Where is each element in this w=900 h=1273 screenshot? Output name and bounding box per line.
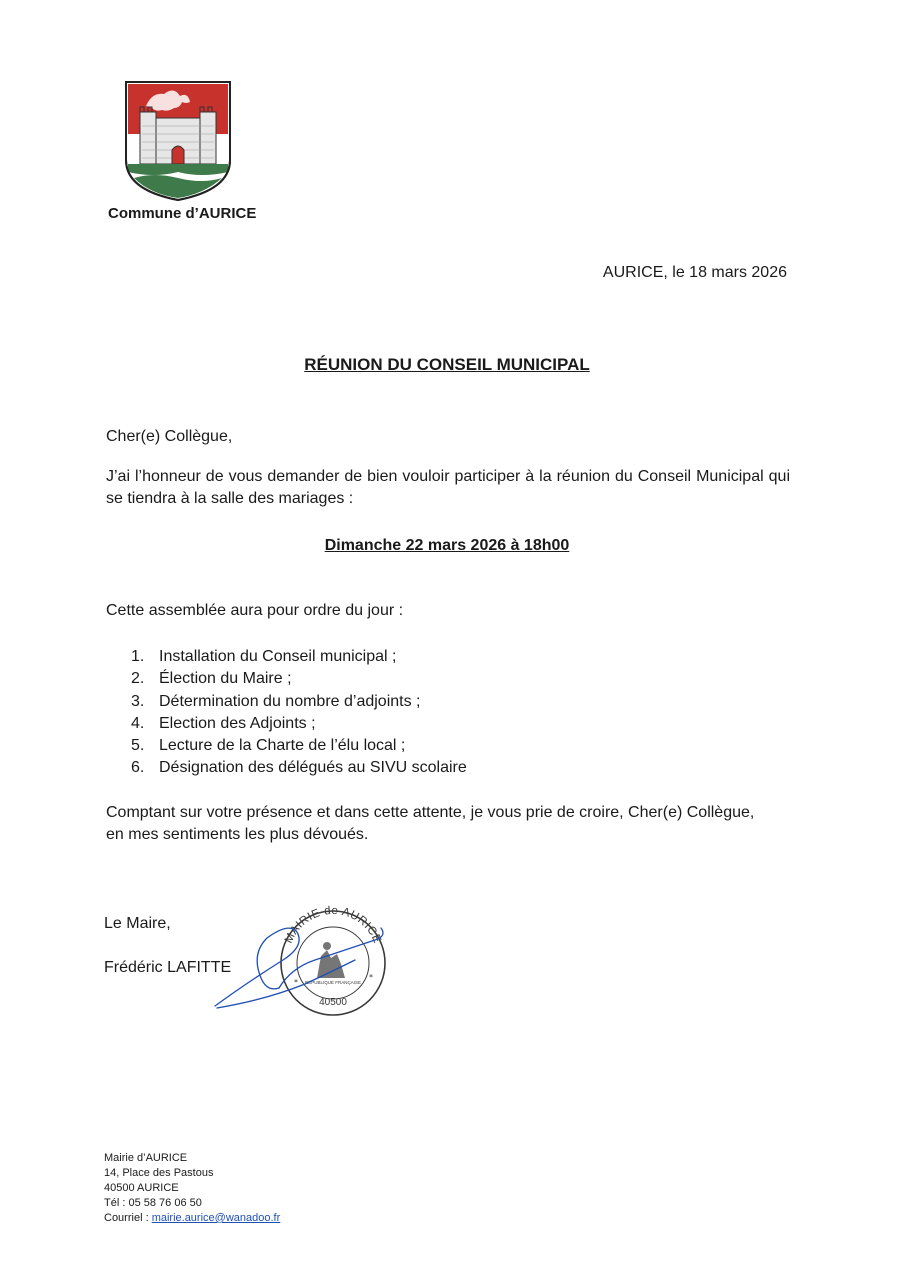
agenda-list [131, 646, 467, 780]
date-line: AURICE, le 18 mars 2026 [602, 264, 787, 281]
agenda-intro: Cette assemblée aura pour ordre du jour : [106, 602, 404, 619]
footer-line: 40500 AURICE [104, 1182, 179, 1194]
closing-line-2: en mes sentiments les plus dévoués. [106, 826, 369, 843]
stamp-subtext: RÉPUBLIQUE FRANÇAISE [304, 980, 362, 985]
commune-name: Commune d’AURICE [108, 205, 257, 222]
coat-of-arms-icon [124, 80, 232, 202]
official-seal-icon [205, 888, 405, 1023]
footer-line: 14, Place des Pastous [104, 1167, 214, 1179]
stamp-postcode: 40500 [319, 997, 347, 1008]
stamp-text: MAIRIE de AURICE [282, 904, 384, 946]
agenda-item: 5. Lecture de la Charte de l’élu local ; [131, 737, 406, 755]
signatory-title: Le Maire, [104, 915, 171, 932]
footer-line: Tél : 05 58 76 06 50 [104, 1197, 202, 1209]
meeting-date: Dimanche 22 mars 2026 à 18h00 [324, 537, 570, 554]
svg-text:*: * [369, 973, 373, 982]
closing-line-1: Comptant sur votre présence et dans cette attente, je vous prie de croire, Cher(e) Collègue, [106, 804, 755, 821]
signatory-name: Frédéric LAFITTE [104, 959, 232, 976]
footer-address [104, 1151, 280, 1226]
footer-line: Mairie d’AURICE [104, 1152, 188, 1164]
intro-paragraph: J’ai l’honneur de vous demander de bien vouloir participer à la réunion du Conseil Municipal qui se tiendra à la salle des mariages : [106, 468, 790, 507]
document-title: RÉUNION DU CONSEIL MUNICIPAL [304, 355, 590, 374]
agenda-item: 3. Détermination du nombre d’adjoints ; [131, 692, 421, 710]
svg-text:MAIRIE de AURICE [283, 905, 383, 945]
footer-email-line: Courriel : mairie.aurice@wanadoo.fr [104, 1212, 281, 1224]
svg-text:*: * [294, 978, 298, 987]
agenda-item: 4. Election des Adjoints ; [131, 714, 316, 732]
email-link[interactable]: mairie.aurice@wanadoo.fr [151, 1212, 281, 1224]
agenda-item: 6. Désignation des délégués au SIVU scolaire [131, 759, 467, 777]
agenda-item: 1. Installation du Conseil municipal ; [131, 648, 397, 665]
salutation: Cher(e) Collègue, [106, 428, 233, 445]
agenda-item: 2. Élection du Maire ; [131, 670, 292, 688]
